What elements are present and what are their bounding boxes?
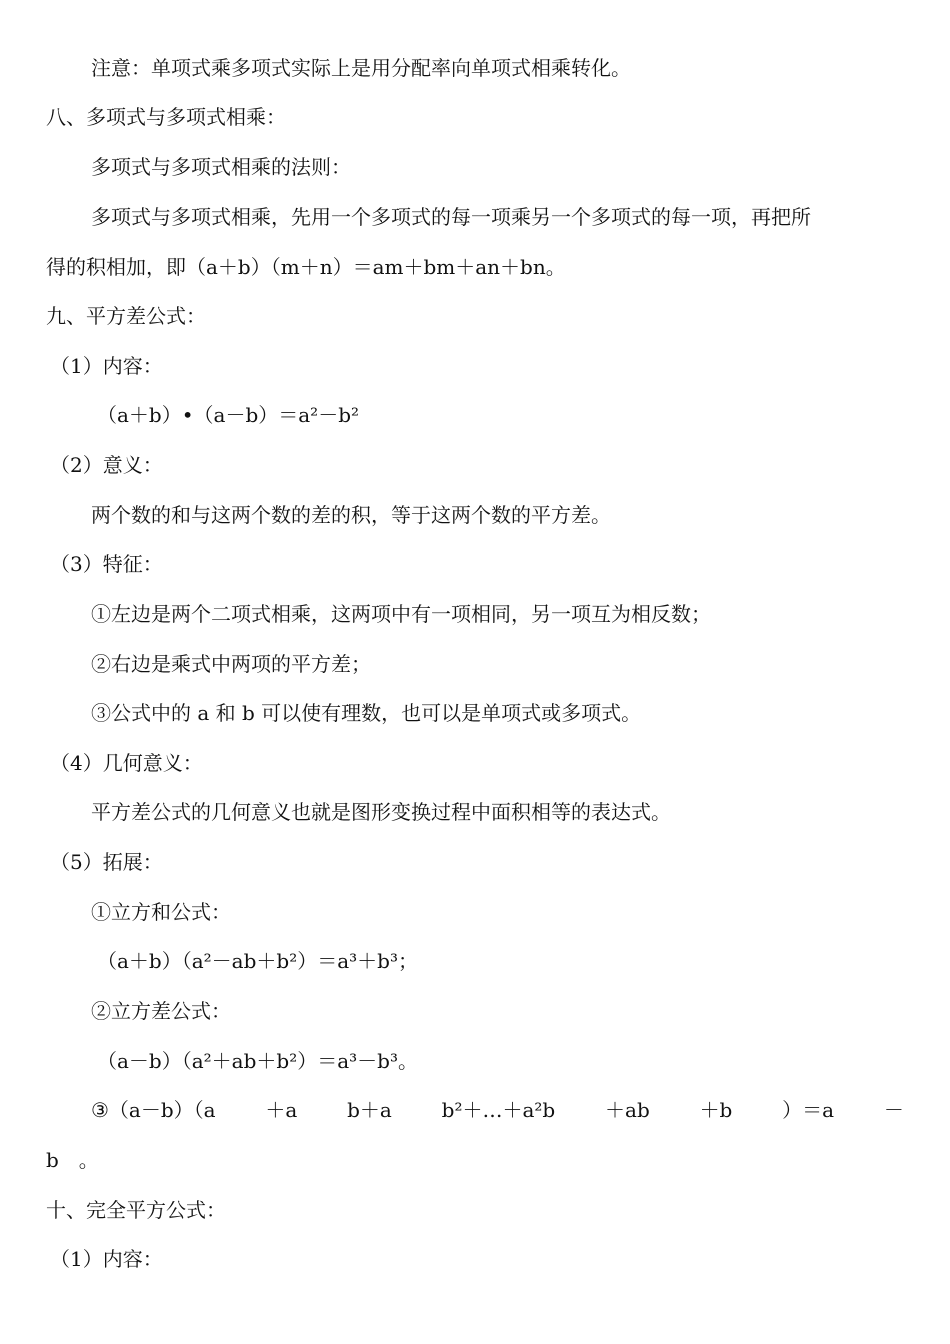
feature-item-3: ③公式中的 a 和 b 可以使有理数，也可以是单项式或多项式。 [91,701,642,725]
difference-of-cubes-title: ②立方差公式： [91,999,231,1023]
formula-part: ）＝a [782,1098,835,1122]
subheading-geometric-meaning: （4）几何意义： [50,751,203,775]
rule-text-line-2: 得的积相加，即（a＋b）（m＋n）＝am＋bm＋an＋bn。 [46,255,566,279]
geometric-meaning-text: 平方差公式的几何意义也就是图形变换过程中面积相等的表达式。 [91,800,671,824]
subheading-content: （1）内容： [50,354,163,378]
formula-part: ＋a [265,1098,298,1122]
section-heading-10: 十、完全平方公式： [46,1198,226,1222]
subheading-features: （3）特征： [50,552,163,576]
section-heading-8: 八、多项式与多项式相乘： [46,105,286,129]
subheading-extension: （5）拓展： [50,850,163,874]
feature-item-1: ①左边是两个二项式相乘，这两项中有一项相同，另一项互为相反数； [91,602,711,626]
formula-sum-of-cubes: （a＋b）（a²－ab＋b²）＝a³＋b³； [97,949,418,973]
formula-part: － [883,1098,904,1122]
rule-text-line-1: 多项式与多项式相乘，先用一个多项式的每一项乘另一个多项式的每一项，再把所 [91,205,811,229]
meaning-text: 两个数的和与这两个数的差的积，等于这两个数的平方差。 [91,503,611,527]
note-line: 注意：单项式乘多项式实际上是用分配率向单项式相乘转化。 [91,56,631,80]
formula-general-difference-of-powers [91,1096,904,1124]
subheading-content-2: （1）内容： [50,1247,163,1271]
section-heading-9: 九、平方差公式： [46,304,206,328]
formula-continuation: b 。 [46,1148,99,1172]
formula-part: b＋a [347,1098,392,1122]
formula-part: ＋ab [605,1098,650,1122]
formula-part: ③（a－b）（a [91,1098,216,1122]
formula-difference-of-cubes: （a－b）（a²＋ab＋b²）＝a³－b³。 [97,1049,418,1073]
sum-of-cubes-title: ①立方和公式： [91,900,231,924]
rule-title: 多项式与多项式相乘的法则： [91,155,351,179]
feature-item-2: ②右边是乘式中两项的平方差； [91,652,371,676]
subheading-meaning: （2）意义： [50,453,163,477]
formula-part: b²＋…＋a²b [441,1098,556,1122]
formula-part: ＋b [699,1098,733,1122]
formula-difference-of-squares: （a＋b）•（a－b）＝a²－b² [97,403,360,427]
